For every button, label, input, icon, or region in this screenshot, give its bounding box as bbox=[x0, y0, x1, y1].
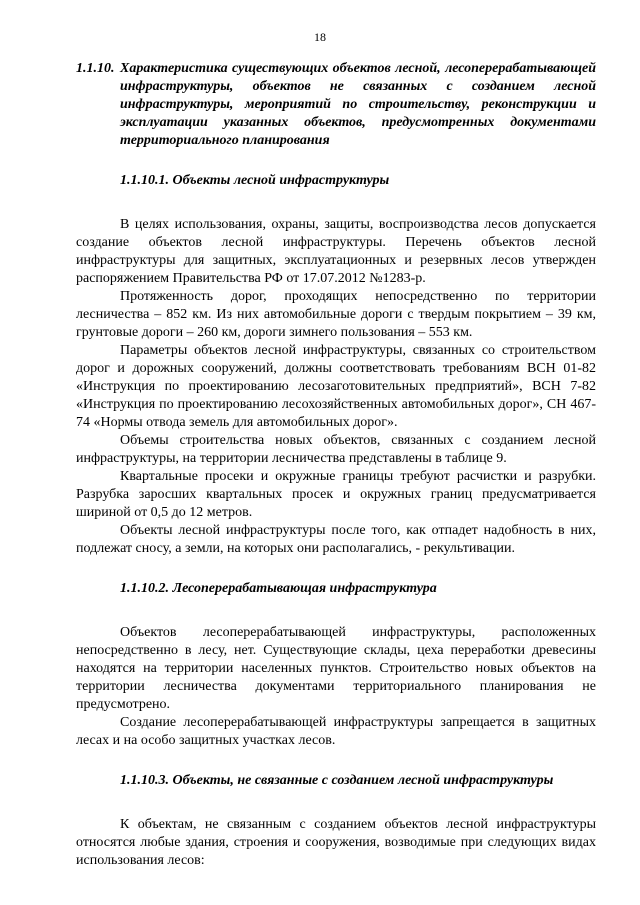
paragraph: Объемы строительства новых объектов, связанных с созданием лесной инфраструктуры, на территории лесничества представлены в таблице 9. bbox=[76, 433, 596, 466]
paragraph: Создание лесоперерабатывающей инфраструктуры запрещается в защитных лесах и на особо защитных участках лесов. bbox=[76, 715, 596, 748]
subsection-heading-1-1-10-3: 1.1.10.3. Объекты, не связанные с созданием лесной инфраструктуры bbox=[120, 773, 554, 788]
paragraph: Объектов лесоперерабатывающей инфраструктуры, расположенных непосредственно в лесу, нет. Существующие склады, цеха переработки древесины находятся на территории населенных пунктов. Строительство новых объектов на территории лесничества документами территориального планирования не предусмотрено. bbox=[76, 625, 596, 712]
paragraph: Объекты лесной инфраструктуры после того, как отпадет надобность в них, подлежат сносу, а земли, на которых они располагались, - рекультивации. bbox=[76, 523, 596, 556]
paragraph: Квартальные просеки и окружные границы требуют расчистки и разрубки. Разрубка заросших квартальных просек и окружных границ предусматривается шириной от 0,5 до 12 метров. bbox=[76, 469, 596, 520]
page-content bbox=[76, 60, 596, 870]
paragraph: Параметры объектов лесной инфраструктуры, связанных со строительством дорог и дорожных сооружений, должны соответствовать требованиям ВСН 01-82 «Инструкция по проектированию лесозаготовительных предприятий», ВСН 7-82 «Инструкция по проектированию лесохозяйственных автомобильных дорог», СН 467-74 «Нормы отвода земель для автомобильных дорог». bbox=[76, 343, 596, 430]
paragraph: Протяженность дорог, проходящих непосредственно по территории лесничества – 852 км. Из них автомобильные дороги с твердым покрытием – 39 км, грунтовые дороги – 260 км, дороги зимнего пользования – 553 км. bbox=[76, 289, 596, 340]
subsection-heading-1-1-10-2: 1.1.10.2. Лесоперерабатывающая инфраструктура bbox=[120, 581, 437, 596]
section-heading-1-1-10 bbox=[76, 60, 596, 150]
page-number: 18 bbox=[314, 30, 326, 44]
paragraph: В целях использования, охраны, защиты, воспроизводства лесов допускается создание объектов лесной инфраструктуры. Перечень объектов лесной инфраструктуры для защитных, эксплуатационных и резервных лесов утвержден распоряжением Правительства РФ от 17.07.2012 №1283-р. bbox=[76, 217, 596, 286]
section-title: Характеристика существующих объектов лесной, лесоперерабатывающей инфраструктуры, объектов не связанных с созданием лесной инфраструктуры, мероприятий по строительству, реконструкции и эксплуатации указанных объектов, предусмотренных документами территориального планирования bbox=[120, 61, 596, 148]
paragraph: К объектам, не связанным с созданием объектов лесной инфраструктуры относятся любые здания, строения и сооружения, возводимые при следующих видах использования лесов: bbox=[76, 817, 596, 868]
subsection-heading-1-1-10-1: 1.1.10.1. Объекты лесной инфраструктуры bbox=[120, 173, 390, 188]
section-number: 1.1.10. bbox=[76, 61, 115, 76]
